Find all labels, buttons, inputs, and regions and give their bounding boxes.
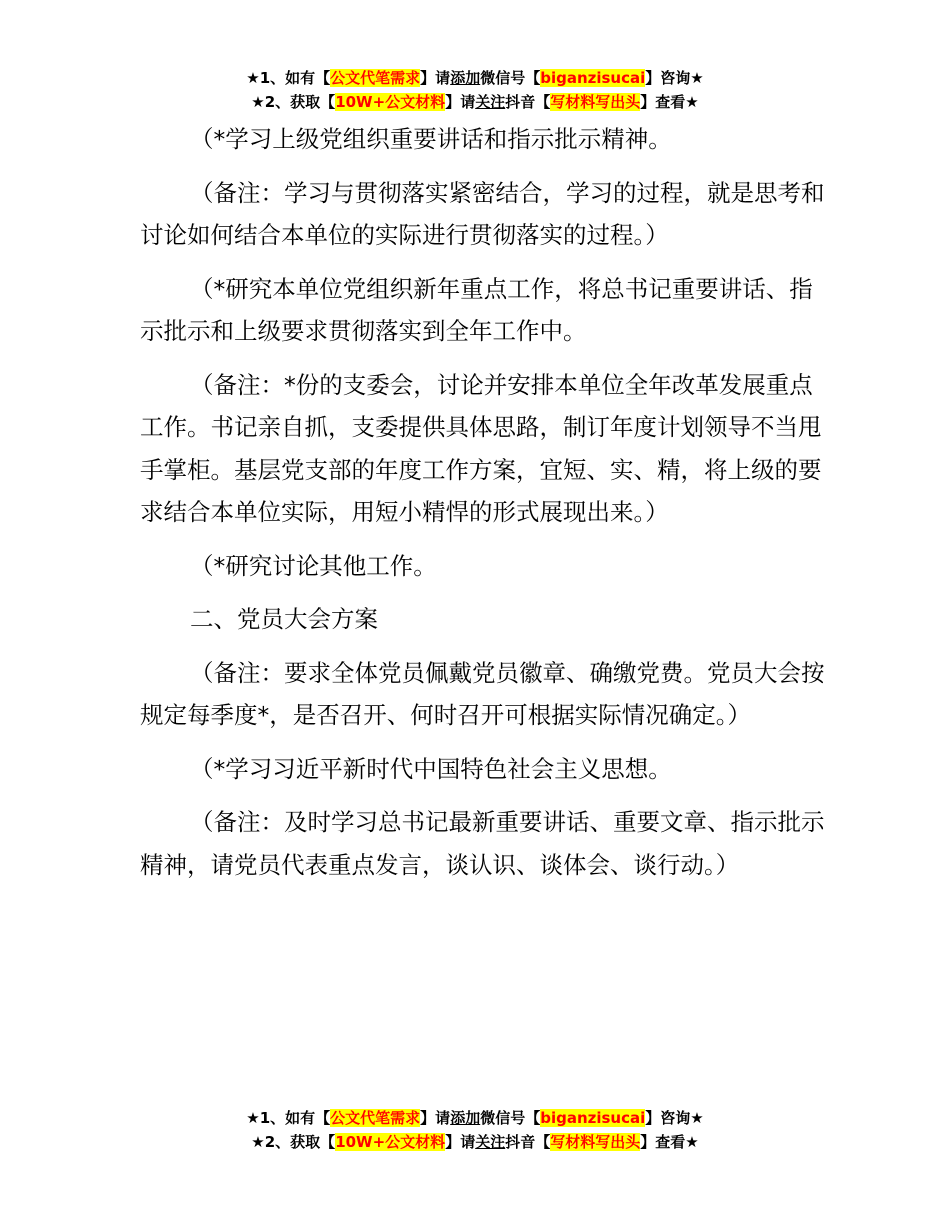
- footer-banner: [0, 1106, 950, 1154]
- footer-banner-line-1: [0, 1106, 950, 1130]
- header-banner-line-1: [0, 66, 950, 90]
- paragraph: （*学习习近平新时代中国特色社会主义思想。: [190, 754, 672, 783]
- banner-text: 】请: [445, 1133, 476, 1151]
- banner-highlight: 公文代笔需求: [330, 69, 421, 87]
- document-body: [140, 118, 830, 897]
- paragraph: （备注：及时学习总书记最新重要讲话、重要文章、指示批示精神，请党员代表重点发言，谈认识、谈体会、谈行动。）: [140, 808, 825, 879]
- banner-text: ★1、如有【: [246, 1109, 331, 1127]
- banner-text: 】查看★: [640, 1133, 699, 1151]
- banner-highlight: 写材料写出头: [550, 93, 641, 111]
- paragraph: （备注：学习与贯彻落实紧密结合，学习的过程，就是思考和讨论如何结合本单位的实际进行贯彻落实的过程。）: [140, 178, 825, 249]
- header-banner: [0, 66, 950, 114]
- header-banner-line-2: [0, 90, 950, 114]
- banner-highlight: 10W+公文材料: [335, 93, 446, 111]
- banner-text: 微信号【: [480, 69, 541, 87]
- banner-highlight: biganzisucai: [540, 69, 646, 87]
- paragraph: （*研究讨论其他工作。: [190, 551, 437, 580]
- banner-text: ★2、获取【: [251, 93, 336, 111]
- banner-highlight: 公文代笔需求: [330, 1109, 421, 1127]
- banner-text: ★1、如有【: [246, 69, 331, 87]
- paragraph: （备注：要求全体党员佩戴党员徽章、确缴党费。党员大会按规定每季度*，是否召开、何时召开可根据实际情况确定。）: [140, 658, 825, 729]
- banner-text: 】请: [445, 93, 476, 111]
- banner-highlight: biganzisucai: [540, 1109, 646, 1127]
- paragraph: （*研究本单位党组织新年重点工作，将总书记重要讲话、指示批示和上级要求贯彻落实到全年工作中。: [140, 274, 813, 345]
- banner-text: 微信号【: [480, 1109, 541, 1127]
- section-heading: 二、党员大会方案: [190, 605, 378, 633]
- banner-text: ★2、获取【: [251, 1133, 336, 1151]
- banner-highlight: 写材料写出头: [550, 1133, 641, 1151]
- banner-text: 】请: [420, 1109, 451, 1127]
- banner-text: 】咨询★: [645, 1109, 704, 1127]
- banner-emphasis: 关注: [475, 93, 506, 111]
- banner-emphasis: 添加: [450, 1109, 481, 1127]
- banner-text: 】查看★: [640, 93, 699, 111]
- banner-text: 抖音【: [505, 93, 551, 111]
- banner-highlight: 10W+公文材料: [335, 1133, 446, 1151]
- footer-banner-line-2: [0, 1130, 950, 1154]
- banner-text: 】咨询★: [645, 69, 704, 87]
- banner-emphasis: 添加: [450, 69, 481, 87]
- paragraph: （备注：*份的支委会，讨论并安排本单位全年改革发展重点工作。书记亲自抓，支委提供具体思路，制订年度计划领导不当甩手掌柜。基层党支部的年度工作方案，宜短、实、精，将上级的要求结合本单位实际，用短小精悍的形式展现出来。）: [140, 370, 822, 526]
- banner-text: 抖音【: [505, 1133, 551, 1151]
- banner-text: 】请: [420, 69, 451, 87]
- banner-emphasis: 关注: [475, 1133, 506, 1151]
- paragraph: （*学习上级党组织重要讲话和指示批示精神。: [190, 125, 672, 153]
